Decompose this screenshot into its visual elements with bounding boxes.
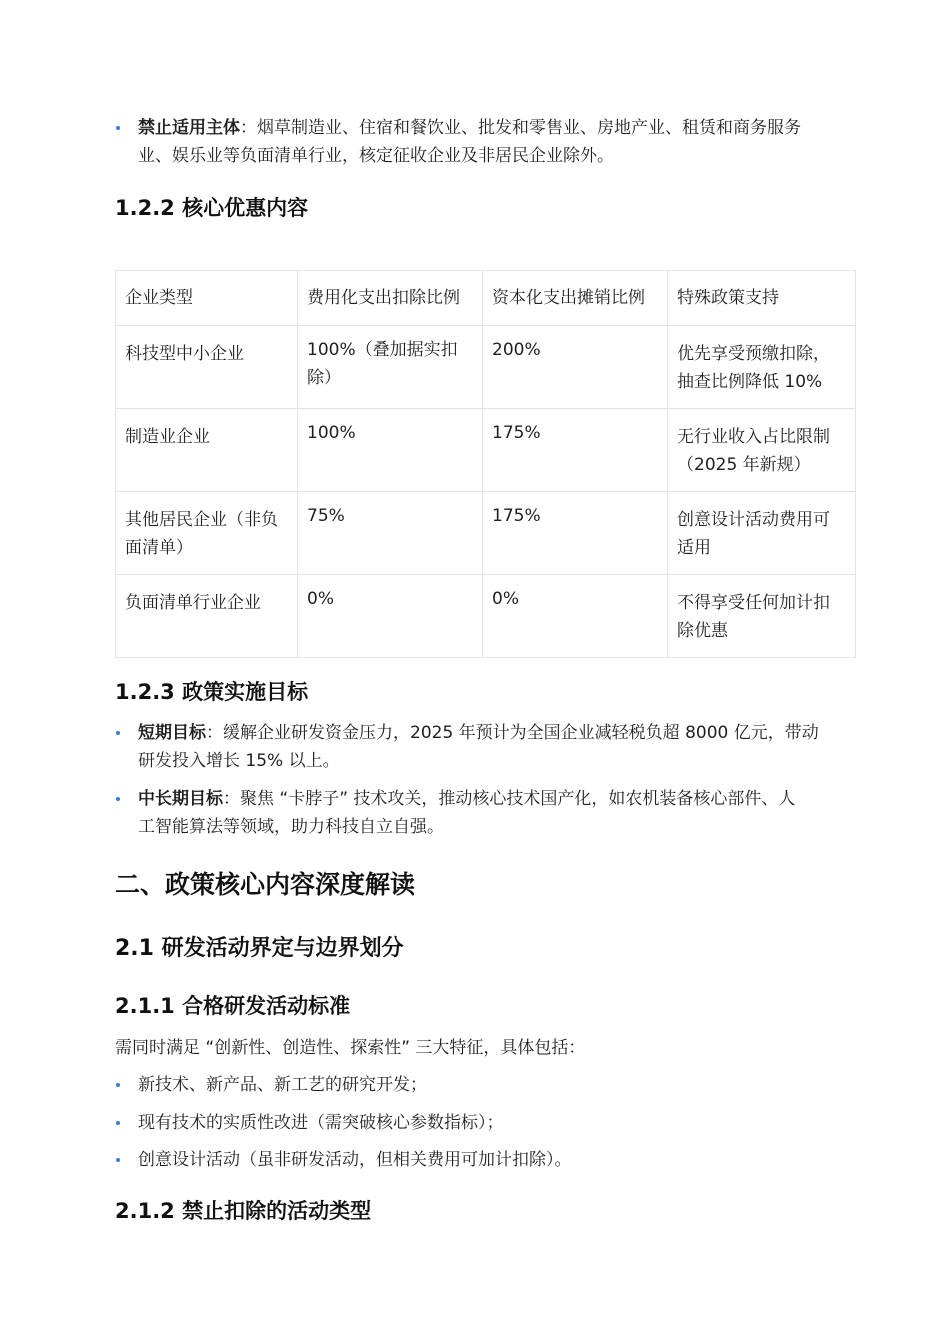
table-header-cell: 企业类型: [116, 271, 298, 326]
cell-line: 200%: [492, 340, 541, 360]
table-row: [116, 575, 856, 658]
bullet-long-line2: 工智能算法等领域，助力科技自立自强。: [138, 817, 444, 837]
bullet-long-label: 中长期目标: [138, 789, 223, 809]
table-row: [116, 492, 856, 575]
bullet-forbidden-text: ：烟草制造业、住宿和餐饮业、批发和零售业、房地产业、租赁和商务服务: [240, 118, 801, 138]
heading-section-2: 二、政策核心内容深度解读: [115, 870, 416, 899]
table-header-cell: 资本化支出摊销比例: [483, 271, 668, 326]
table-cell-type: [116, 409, 298, 492]
bullet-long-text: ：聚焦 “卡脖子” 技术攻关，推动核心技术国产化，如农机装备核心部件、人: [223, 789, 796, 809]
cell-line: 无行业收入占比限制: [677, 427, 830, 447]
bullet-marker: [116, 1121, 120, 1125]
cell-line: （2025 年新规）: [677, 455, 811, 475]
table-cell-capital: [483, 409, 668, 492]
table-cell-special: [668, 326, 856, 409]
cell-line: 负面清单行业企业: [125, 593, 261, 613]
table-cell-capital: [483, 326, 668, 409]
cell-line: 不得享受任何加计扣: [677, 593, 830, 613]
bullet-forbidden-label: 禁止适用主体: [138, 118, 240, 138]
cell-line: 创意设计活动费用可: [677, 510, 830, 530]
cell-line: 面清单）: [125, 538, 193, 558]
table-row: [116, 409, 856, 492]
cell-line: 其他居民企业（非负: [125, 510, 278, 530]
bullet-marker: [116, 1158, 120, 1162]
table-cell-special: [668, 409, 856, 492]
table-header-cell: 特殊政策支持: [668, 271, 856, 326]
cell-line: 除优惠: [677, 621, 728, 641]
table-cell-capital: [483, 492, 668, 575]
table-cell-capital: [483, 575, 668, 658]
bullet-marker: [116, 1083, 120, 1087]
cell-line: 0%: [307, 589, 334, 609]
bullet-forbidden-line1: [138, 114, 801, 142]
heading-2-1: 2.1 研发活动界定与边界划分: [115, 936, 404, 961]
cell-line: 100%（叠加据实扣: [307, 340, 458, 360]
intro-paragraph: 需同时满足 “创新性、创造性、探索性” 三大特征，具体包括：: [115, 1038, 586, 1058]
table-cell-special: [668, 492, 856, 575]
cell-line: 优先享受预缴扣除，: [677, 344, 830, 364]
table-header-row: [116, 271, 856, 326]
table-cell-expense: [298, 575, 483, 658]
heading-1-2-3: 1.2.3 政策实施目标: [115, 680, 309, 704]
bullet-short-line2: 研发投入增长 15% 以上。: [138, 751, 340, 771]
table-header-cell: 费用化支出扣除比例: [298, 271, 483, 326]
table-cell-type: [116, 326, 298, 409]
heading-2-1-2: 2.1.2 禁止扣除的活动类型: [115, 1199, 372, 1223]
bullet-marker: [116, 126, 120, 130]
list-item: 创意设计活动（虽非研发活动，但相关费用可加计扣除）。: [138, 1150, 572, 1170]
heading-2-1-1: 2.1.1 合格研发活动标准: [115, 994, 351, 1018]
cell-line: 除）: [307, 368, 341, 388]
table-cell-special: [668, 575, 856, 658]
bullet-forbidden-line2: 业、娱乐业等负面清单行业，核定征收企业及非居民企业除外。: [138, 146, 614, 166]
cell-line: 100%: [307, 423, 356, 443]
cell-line: 抽查比例降低 10%: [677, 372, 823, 392]
table-cell-type: [116, 492, 298, 575]
list-item: 现有技术的实质性改进（需突破核心参数指标）；: [138, 1113, 504, 1133]
heading-1-2-2: 1.2.2 核心优惠内容: [115, 196, 309, 220]
bullet-short-label: 短期目标: [138, 723, 206, 743]
bullet-short-line1: [138, 719, 819, 747]
policy-table: [115, 270, 856, 658]
cell-line: 175%: [492, 506, 541, 526]
table-cell-type: [116, 575, 298, 658]
table-cell-expense: [298, 326, 483, 409]
bullet-marker: [116, 731, 120, 735]
table-cell-expense: [298, 409, 483, 492]
cell-line: 科技型中小企业: [125, 344, 244, 364]
cell-line: 制造业企业: [125, 427, 210, 447]
bullet-short-text: ：缓解企业研发资金压力，2025 年预计为全国企业减轻税负超 8000 亿元，带动: [206, 723, 819, 743]
table-row: [116, 326, 856, 409]
cell-line: 适用: [677, 538, 711, 558]
table-cell-expense: [298, 492, 483, 575]
cell-line: 0%: [492, 589, 519, 609]
cell-line: 175%: [492, 423, 541, 443]
cell-line: 75%: [307, 506, 345, 526]
bullet-long-line1: [138, 785, 795, 813]
bullet-marker: [116, 797, 120, 801]
list-item: 新技术、新产品、新工艺的研究开发；: [138, 1075, 427, 1095]
